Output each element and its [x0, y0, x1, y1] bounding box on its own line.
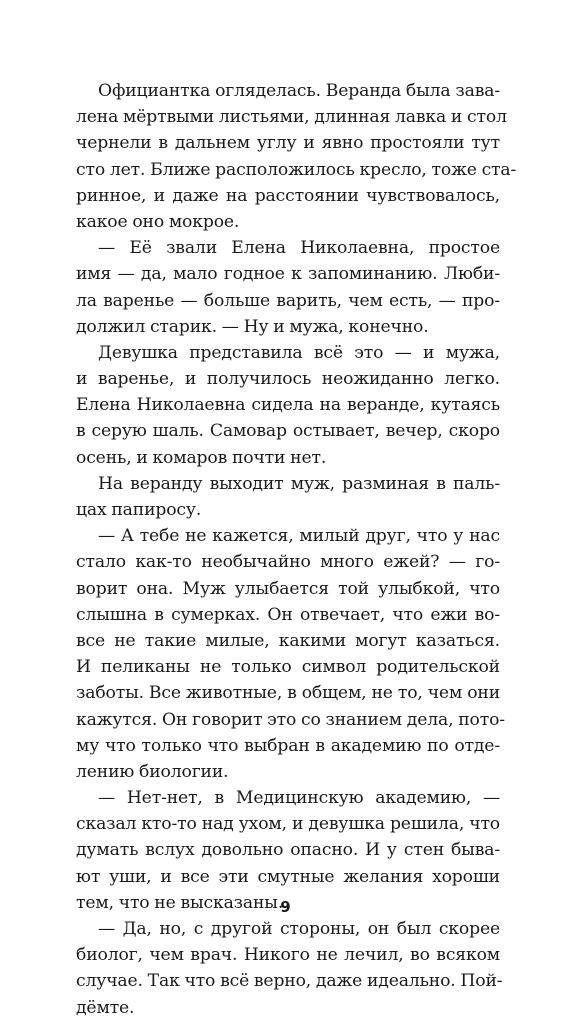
text-line: стало как-то необычайно много ежей? — го-: [76, 552, 500, 573]
text-line: И пеликаны не только символ родительской: [76, 657, 500, 678]
text-line: какое оно мокрое.: [76, 211, 240, 232]
text-line: думать вслух довольно опасно. И у стен быва-: [76, 840, 500, 861]
text-line: слышна в сумерках. Он отвечает, что ежи во-: [76, 604, 500, 625]
text-line: Елена Николаевна сидела на веранде, кутаясь: [76, 395, 500, 416]
text-line: — Её звали Елена Николаевна, простое: [98, 238, 500, 259]
text-line: цах папиросу.: [76, 500, 202, 520]
text-line: тем, что не высказаны.: [76, 892, 284, 913]
text-line: дёмте.: [76, 997, 135, 1018]
text-line: имя — да, мало годное к запоминанию. Люби-: [76, 264, 500, 285]
text-line: биолог, чем врач. Никого не лечил, во всяком: [76, 945, 500, 966]
text-line: в серую шаль. Самовар остывает, вечер, скоро: [76, 421, 500, 442]
text-line: ют уши, и все эти смутные желания хороши: [76, 866, 500, 887]
text-line: ворит она. Муж улыбается той улыбкой, что: [76, 578, 500, 599]
text-line: лению биологии.: [76, 761, 229, 782]
text-line: и варенье, и получилось неожиданно легко.: [76, 369, 500, 390]
text-line: должил старик. — Ну и мужа, конечно.: [76, 316, 429, 337]
text-line: чернели в дальнем углу и явно простояли тут: [76, 133, 500, 154]
text-line: — Да, но, с другой стороны, он был скорее: [98, 919, 500, 939]
text-line: заботы. Все животные, в общем, не то, чем они: [76, 683, 500, 704]
text-line: му что только что выбран в академию по отде-: [76, 735, 500, 756]
text-line: осень, и комаров почти нет.: [76, 447, 327, 468]
body-text: [76, 78, 517, 1021]
page-number: 9: [280, 898, 291, 916]
text-line: лена мёртвыми листьями, длинная лавка и стол: [76, 107, 507, 128]
text-line: ла варенье — больше варить, чем есть, — про-: [76, 290, 500, 311]
text-line: Официантка огляделась. Веранда была зава-: [98, 81, 500, 101]
text-line: — Нет-нет, в Медицинскую академию, —: [98, 788, 500, 809]
text-line: кажутся. Он говорит это со знанием дела, пото-: [76, 709, 505, 730]
text-line: ринное, и даже на расстоянии чувствовалось,: [76, 185, 500, 206]
text-line: — А тебе не кажется, милый друг, что у нас: [98, 526, 500, 547]
text-line: сказал кто-то над ухом, и девушка решила, что: [76, 814, 500, 835]
text-line: Девушка представила всё это — и мужа,: [98, 342, 500, 363]
text-line: случае. Так что всё верно, даже идеально. Пой-: [76, 971, 503, 992]
text-line: все не такие милые, какими могут казаться.: [76, 630, 500, 651]
text-line: На веранду выходит муж, разминая в паль-: [98, 473, 500, 494]
text-line: сто лет. Ближе расположилось кресло, тоже ста-: [76, 159, 517, 180]
